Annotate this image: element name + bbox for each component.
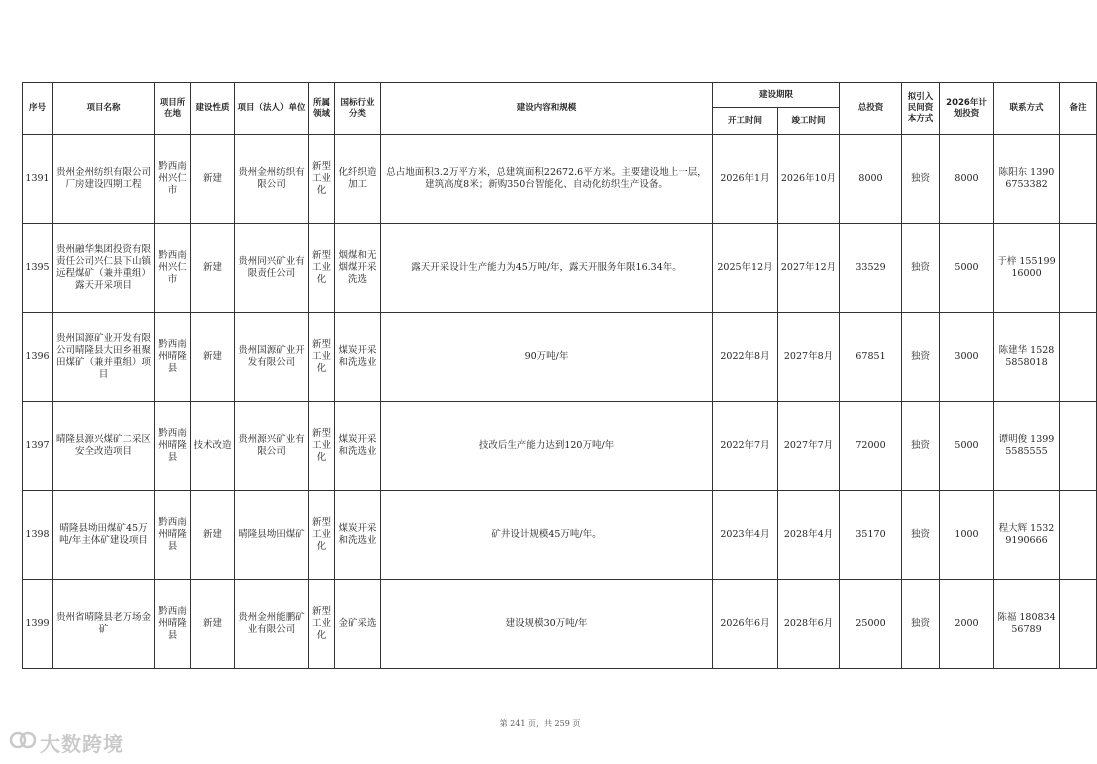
header-industry: 国标行业分类 [335,83,381,135]
cell-private: 独资 [902,402,940,491]
header-content: 建设内容和规模 [381,83,713,135]
cell-seq: 1396 [23,313,53,402]
cell-field: 新型工业化 [309,580,335,669]
cell-industry: 煤炭开采和洗选业 [335,402,381,491]
table-row [23,402,1097,491]
cell-invest: 25000 [840,580,902,669]
cell-content: 技改后生产能力达到120万吨/年 [381,402,713,491]
cell-location: 黔西南州晴隆县 [155,402,191,491]
header-start: 开工时间 [713,108,778,135]
cell-remark [1060,224,1097,313]
cell-seq: 1395 [23,224,53,313]
watermark [10,728,124,757]
cell-nature: 技术改造 [191,402,235,491]
cell-start: 2026年6月 [713,580,778,669]
cell-nature: 新建 [191,135,235,224]
cell-location: 黔西南州兴仁市 [155,135,191,224]
header-period: 建设期限 [713,83,840,108]
table-row [23,135,1097,224]
cell-start: 2023年4月 [713,491,778,580]
watermark-text: 大数跨境 [40,732,124,756]
cell-content: 露天开采设计生产能力为45万吨/年，露天开服务年限16.34年。 [381,224,713,313]
cell-content: 建设规模30万吨/年 [381,580,713,669]
cell-content: 总占地面积3.2万平方米，总建筑面积22672.6平方米。主要建设地上一层，建筑高度8米；新购350台智能化、自动化纺织生产设备。 [381,135,713,224]
cell-invest: 35170 [840,491,902,580]
header-nature: 建设性质 [191,83,235,135]
header-contact: 联系方式 [994,83,1060,135]
cell-remark [1060,491,1097,580]
cell-industry: 化纤织造加工 [335,135,381,224]
cell-nature: 新建 [191,491,235,580]
cell-seq: 1397 [23,402,53,491]
cell-start: 2026年1月 [713,135,778,224]
cell-start: 2025年12月 [713,224,778,313]
table-body [23,135,1097,669]
table-row [23,580,1097,669]
cell-unit: 贵州国源矿业开发有限公司 [235,313,309,402]
cell-contact: 陈福 18083456789 [994,580,1060,669]
cell-remark [1060,402,1097,491]
cell-location: 黔西南州兴仁市 [155,224,191,313]
header-plan2026: 2026年计划投资 [940,83,994,135]
cell-name: 晴隆县坳田煤矿45万吨/年主体矿建设项目 [53,491,155,580]
cell-private: 独资 [902,491,940,580]
cell-plan2026: 5000 [940,224,994,313]
cell-name: 贵州国源矿业开发有限公司晴隆县大田乡祖聚田煤矿（兼并重组）项目 [53,313,155,402]
cell-industry: 煤炭开采和洗选业 [335,491,381,580]
cell-industry: 煤炭开采和洗选业 [335,313,381,402]
cell-end: 2028年4月 [778,491,840,580]
cell-invest: 8000 [840,135,902,224]
cell-nature: 新建 [191,313,235,402]
watermark-logo-icon [10,729,36,756]
header-seq: 序号 [23,83,53,135]
cell-industry: 金矿采选 [335,580,381,669]
cell-end: 2026年10月 [778,135,840,224]
table-row [23,224,1097,313]
cell-contact: 陈建华 15285858018 [994,313,1060,402]
cell-invest: 72000 [840,402,902,491]
cell-start: 2022年7月 [713,402,778,491]
cell-field: 新型工业化 [309,402,335,491]
cell-seq: 1399 [23,580,53,669]
cell-invest: 33529 [840,224,902,313]
cell-content: 90万吨/年 [381,313,713,402]
project-table [22,82,1097,669]
cell-plan2026: 3000 [940,313,994,402]
cell-start: 2022年8月 [713,313,778,402]
header-private: 拟引入民间资本方式 [902,83,940,135]
cell-contact: 谭明俊 13995585555 [994,402,1060,491]
cell-field: 新型工业化 [309,224,335,313]
cell-name: 贵州融华集团投资有限责任公司兴仁县下山镇远程煤矿（兼并重组）露天开采项目 [53,224,155,313]
cell-plan2026: 1000 [940,491,994,580]
cell-end: 2027年7月 [778,402,840,491]
cell-private: 独资 [902,313,940,402]
cell-private: 独资 [902,224,940,313]
cell-contact: 于梓 15519916000 [994,224,1060,313]
cell-remark [1060,580,1097,669]
header-name: 项目名称 [53,83,155,135]
cell-seq: 1398 [23,491,53,580]
header-invest: 总投资 [840,83,902,135]
cell-location: 黔西南州晴隆县 [155,491,191,580]
cell-private: 独资 [902,135,940,224]
header-end: 竣工时间 [778,108,840,135]
header-location: 项目所在地 [155,83,191,135]
cell-location: 黔西南州晴隆县 [155,580,191,669]
table-header [23,83,1097,135]
cell-location: 黔西南州晴隆县 [155,313,191,402]
cell-unit: 贵州金州能鹏矿业有限公司 [235,580,309,669]
page-number: 第 241 页，共 259 页 [499,719,581,728]
header-unit: 项目（法人）单位 [235,83,309,135]
cell-field: 新型工业化 [309,313,335,402]
cell-unit: 贵州同兴矿业有限责任公司 [235,224,309,313]
cell-name: 贵州省晴隆县老万场金矿 [53,580,155,669]
table-row [23,313,1097,402]
cell-remark [1060,135,1097,224]
cell-seq: 1391 [23,135,53,224]
header-field: 所属领域 [309,83,335,135]
cell-name: 晴隆县源兴煤矿二采区安全改造项目 [53,402,155,491]
cell-plan2026: 2000 [940,580,994,669]
cell-contact: 陈阳东 13906753382 [994,135,1060,224]
cell-end: 2028年6月 [778,580,840,669]
cell-unit: 贵州源兴矿业有限公司 [235,402,309,491]
cell-end: 2027年8月 [778,313,840,402]
cell-unit: 晴隆县坳田煤矿 [235,491,309,580]
cell-field: 新型工业化 [309,135,335,224]
cell-private: 独资 [902,580,940,669]
cell-remark [1060,313,1097,402]
cell-invest: 67851 [840,313,902,402]
cell-end: 2027年12月 [778,224,840,313]
cell-name: 贵州金州纺织有限公司厂房建设四期工程 [53,135,155,224]
header-remark: 备注 [1060,83,1097,135]
cell-nature: 新建 [191,224,235,313]
cell-contact: 程大辉 15329190666 [994,491,1060,580]
cell-unit: 贵州金州纺织有限公司 [235,135,309,224]
cell-plan2026: 8000 [940,135,994,224]
cell-field: 新型工业化 [309,491,335,580]
cell-industry: 烟煤和无烟煤开采洗选 [335,224,381,313]
cell-plan2026: 5000 [940,402,994,491]
table-row [23,491,1097,580]
cell-nature: 新建 [191,580,235,669]
cell-content: 矿井设计规模45万吨/年。 [381,491,713,580]
